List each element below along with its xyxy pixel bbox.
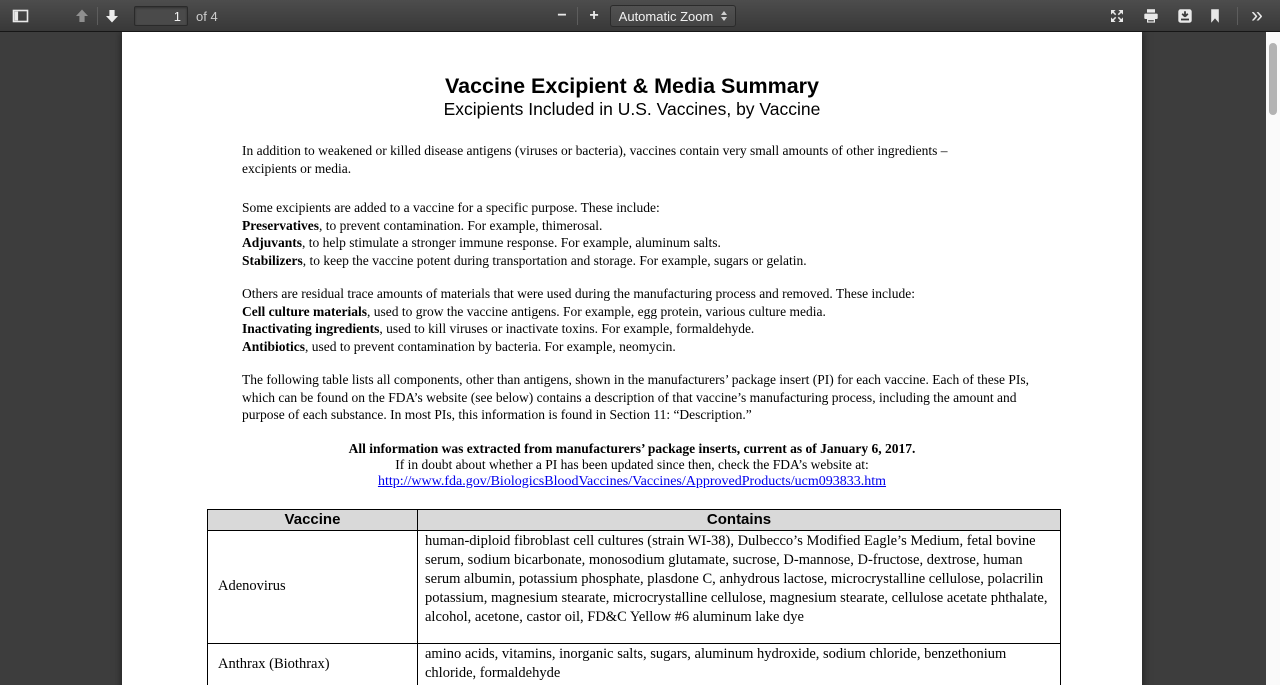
vaccine-cell: Adenovirus (208, 530, 418, 643)
toolbar-separator (97, 7, 98, 25)
intro-paragraph: In addition to weakened or killed disease antigens (viruses or bacteria), vaccines contain very small amounts of other ingredients – excipients or media. (242, 143, 948, 176)
table-note-paragraph: The following table lists all components, other than antigens, shown in the manufacturers’ package insert (PI) for each vaccine. Each of these PIs, which can be found on the FDA’s website (see below) contains a description of that vaccine’s manufacturing process, including the amount and purpose of each substance. In most PIs, this information is found in Section 11: “Description.” (242, 372, 1029, 422)
table-row (208, 643, 1061, 685)
notice-line: If in doubt about whether a PI has been updated since then, check the FDA’s website at: (395, 456, 869, 472)
purpose-item: Adjuvants, to help stimulate a stronger immune response. For example, aluminum salts. (242, 235, 721, 250)
currency-notice (122, 441, 1142, 490)
notice-bold-line: All information was extracted from manufacturers’ package inserts, current as of January 6, 2017. (348, 440, 916, 456)
previous-page-button[interactable] (70, 4, 94, 28)
contains-cell: human-diploid fibroblast cell cultures (strain WI-38), Dulbecco’s Modified Eagle’s Medium, fetal bovine serum, sodium bicarbonate, monosodium glutamate, sucrose, D-mannose, D-fructose, dextrose, human serum albumin, potassium phosphate, plasdone C, anhydrous lactose, microcrystalline cellulose, polacrilin potassium, magnesium stearate, microcrystalline cellulose, magnesium stearate, cellulose acetate phthalate, alcohol, acetone, castor oil, FD&C Yellow #6 aluminum lake dye (418, 530, 1061, 643)
vaccine-cell: Anthrax (Biothrax) (208, 643, 418, 685)
toolbar-separator (577, 7, 578, 25)
zoom-level-value: Automatic Zoom (618, 8, 714, 24)
purpose-lead: Some excipients are added to a vaccine for a specific purpose. These include: (242, 200, 660, 215)
vertical-scrollbar[interactable] (1266, 32, 1280, 685)
print-button[interactable] (1139, 4, 1163, 28)
purpose-item: Preservatives, to prevent contamination. For example, thimerosal. (242, 217, 603, 233)
residual-lead: Others are residual trace amounts of materials that were used during the manufacturing process and removed. These include: (242, 286, 916, 301)
toolbar-separator (1237, 7, 1238, 25)
fda-link[interactable]: http://www.fda.gov/BiologicsBloodVaccines/Vaccines/ApprovedProducts/ucm093833.htm (377, 473, 887, 489)
zoom-in-button[interactable]: + (582, 4, 606, 28)
table-row (208, 530, 1061, 643)
printer-icon (1143, 8, 1159, 24)
fullscreen-icon (1109, 8, 1125, 24)
residual-item: Inactivating ingredients, used to kill viruses or inactivate toxins. For example, formaldehyde. (242, 321, 755, 336)
pdf-viewer-area (0, 32, 1280, 685)
purpose-item: Stabilizers, to keep the vaccine potent during transportation and storage. For example, sugars or gelatin. (242, 252, 807, 268)
zoom-level-select[interactable] (610, 5, 736, 27)
residual-item: Antibiotics, used to prevent contamination by bacteria. For example, neomycin. (242, 338, 676, 354)
download-button[interactable] (1173, 4, 1197, 28)
header-vaccine: Vaccine (208, 509, 418, 530)
sidebar-icon (12, 8, 29, 24)
page-number-input[interactable] (134, 6, 188, 26)
zoom-out-button[interactable]: − (550, 4, 574, 28)
more-tools-button[interactable]: » (1243, 4, 1271, 28)
presentation-mode-button[interactable] (1105, 4, 1129, 28)
page-count-label: of 4 (196, 9, 218, 24)
select-spinner-icon (721, 11, 727, 21)
pdf-page (122, 32, 1142, 685)
arrow-down-icon (104, 8, 120, 24)
scrollbar-thumb[interactable] (1269, 43, 1277, 115)
document-subtitle: Excipients Included in U.S. Vaccines, by Vaccine (443, 99, 821, 119)
bookmark-icon (1207, 8, 1223, 24)
document-title: Vaccine Excipient & Media Summary (444, 74, 819, 98)
residual-item: Cell culture materials, used to grow the vaccine antigens. For example, egg protein, various culture media. (242, 303, 826, 319)
residual-materials-block (242, 285, 1054, 355)
next-page-button[interactable] (100, 4, 124, 28)
download-icon (1177, 8, 1193, 24)
bookmark-button[interactable] (1203, 4, 1227, 28)
purpose-excipients-block (242, 199, 1054, 269)
header-contains: Contains (418, 509, 1061, 530)
table-header-row (208, 509, 1061, 530)
arrow-up-icon (74, 8, 90, 24)
contains-cell: amino acids, vitamins, inorganic salts, sugars, aluminum hydroxide, sodium chloride, benzethonium chloride, formaldehyde (418, 643, 1061, 685)
pdf-toolbar (0, 0, 1280, 32)
vaccine-excipients-table (207, 509, 1061, 685)
sidebar-toggle-button[interactable] (8, 4, 32, 28)
